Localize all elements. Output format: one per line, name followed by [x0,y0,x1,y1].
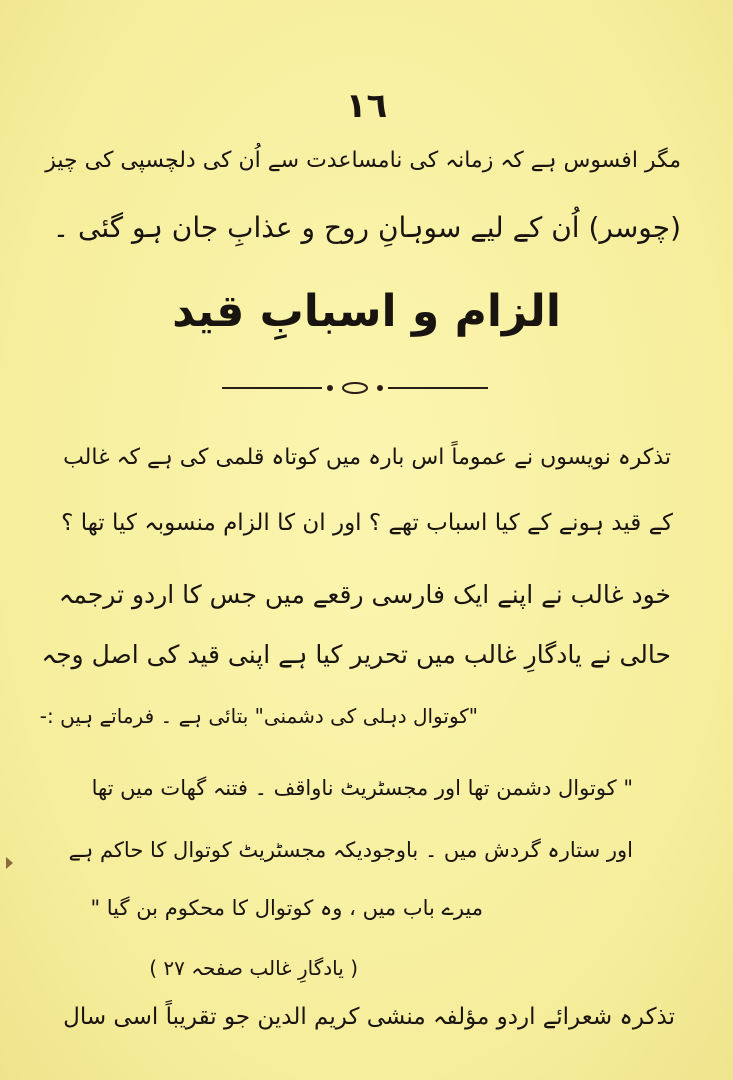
page-number: ١٦ [345,86,388,126]
body-line-4: حالی نے یادگارِ غالب میں تحریر کیا ہے اپنی قید کی اصل وجہ [41,640,671,669]
body-line-2: کے قید ہونے کے کیا اسباب تھے ؟ اور ان کا الزام منسوبہ کیا تھا ؟ [61,510,673,536]
quote-line-2: اور ستارہ گردش میں ۔ باوجودیکہ مجسٹریٹ کوتوال کا حاکم ہے [68,838,633,862]
citation: ( یادگارِ غالب صفحہ ٢٧ ) [149,956,358,980]
quote-line-3: میرے باب میں ، وہ کوتوال کا محکوم بن گیا " [90,896,483,920]
intro-line-2: (چوسر) اُن کے لیے سوہانِ روح و عذابِ جان ہو گئی ۔ [52,211,681,244]
margin-mark [6,857,13,869]
body-line-3: خود غالب نے اپنے ایک فارسی رقعے میں جس کا اردو ترجمہ [58,580,671,609]
body-line-5: "کوتوال دہلی کی دشمنی" بتائی ہے ۔ فرماتے ہیں :- [39,704,478,728]
closing-line: تذکرہ شعرائے اردو مؤلفہ منشی کریم الدین جو تقریباً اسی سال [63,1004,675,1030]
section-heading: الزام و اسبابِ قید [172,286,561,337]
ornamental-divider [222,382,488,394]
quote-line-1: " کوتوال دشمن تھا اور مجسٹریٹ ناواقف ۔ فتنہ گھات میں تھا [91,776,633,800]
body-line-1: تذکرہ نویسوں نے عموماً اس بارہ میں کوتاہ قلمی کی ہے کہ غالب [63,445,671,470]
intro-line-1: مگر افسوس ہے کہ زمانہ کی نامساعدت سے اُن کی دلچسپی کی چیز [45,148,681,173]
